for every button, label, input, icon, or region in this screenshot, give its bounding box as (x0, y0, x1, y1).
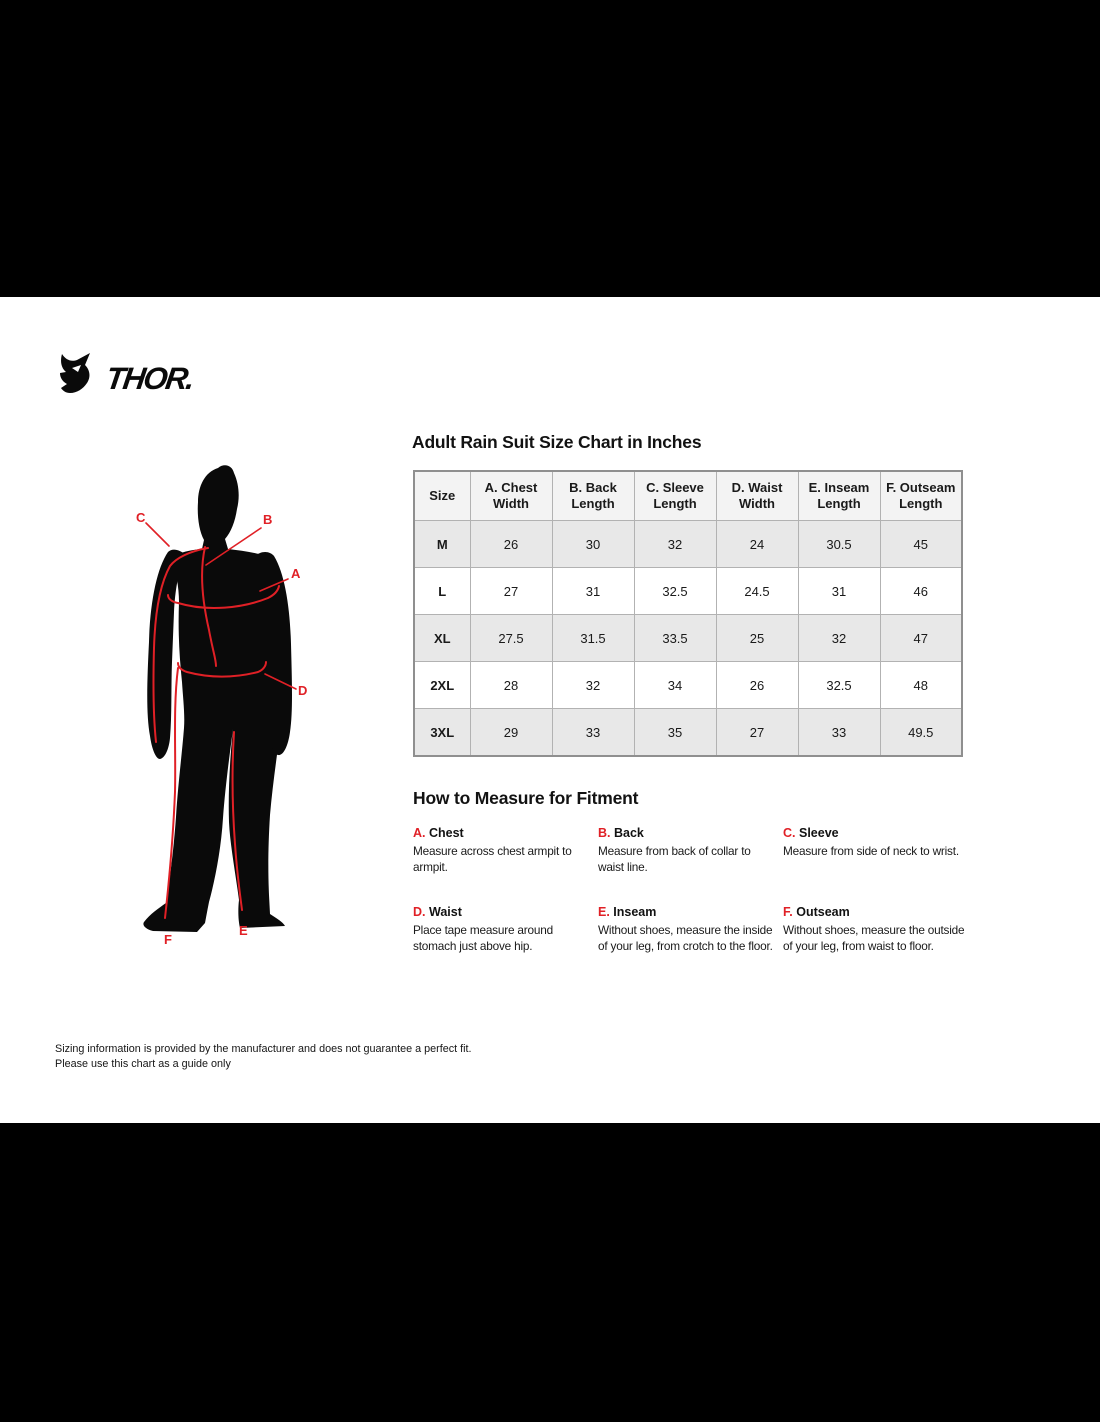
value-cell: 49.5 (880, 709, 962, 757)
size-cell: M (414, 521, 470, 568)
column-header-chest: A. Chest Width (470, 471, 552, 521)
measure-guide-title: How to Measure for Fitment (413, 788, 639, 808)
measure-item-outseam (783, 905, 978, 954)
column-header-outseam: F. Outseam Length (880, 471, 962, 521)
table-row-xl (414, 615, 962, 662)
disclaimer-line1: Sizing information is provided by the manufacturer and does not guarantee a perfect fit. (55, 1043, 472, 1055)
table-row-m (414, 521, 962, 568)
measure-item-description: Without shoes, measure the inside of your leg, from crotch to the floor. (598, 923, 773, 953)
size-cell: 2XL (414, 662, 470, 709)
measure-item-letter: D. (413, 905, 426, 920)
size-cell: L (414, 568, 470, 615)
column-header-waist: D. Waist Width (716, 471, 798, 521)
value-cell: 27 (716, 709, 798, 757)
size-chart-table (413, 470, 963, 757)
value-cell: 31 (552, 568, 634, 615)
measure-item-name: Back (613, 826, 644, 840)
figure-label-f: F (164, 932, 172, 947)
value-cell: 26 (716, 662, 798, 709)
value-cell: 33.5 (634, 615, 716, 662)
column-header-size: Size (414, 471, 470, 521)
measure-item-name: Waist (428, 905, 462, 920)
measure-item-letter: E. (598, 905, 610, 920)
size-cell: 3XL (414, 709, 470, 757)
figure-label-b: B (263, 512, 273, 527)
bottom-black-bar (0, 1123, 1100, 1422)
value-cell: 28 (470, 662, 552, 709)
value-cell: 30.5 (798, 521, 880, 568)
value-cell: 32 (634, 521, 716, 568)
value-cell: 46 (880, 568, 962, 615)
value-cell: 25 (716, 615, 798, 662)
value-cell: 32.5 (798, 662, 880, 709)
thor-goat-icon (60, 353, 90, 393)
measure-item-description: Place tape measure around stomach just above hip. (413, 923, 553, 953)
value-cell: 24.5 (716, 568, 798, 615)
value-cell: 27 (470, 568, 552, 615)
figure-label-e: E (239, 923, 248, 938)
pointer-line-c (146, 523, 169, 546)
measure-item-name: Chest (428, 826, 464, 840)
size-cell: XL (414, 615, 470, 662)
measure-item-back (598, 826, 783, 875)
measure-item-description: Measure from side of neck to wrist. (783, 844, 959, 858)
column-header-sleeve: C. Sleeve Length (634, 471, 716, 521)
value-cell: 27.5 (470, 615, 552, 662)
figure-label-a: A (291, 566, 301, 581)
measure-item-letter: F. (783, 905, 793, 920)
value-cell: 29 (470, 709, 552, 757)
value-cell: 32 (798, 615, 880, 662)
value-cell: 31.5 (552, 615, 634, 662)
figure-diagram (128, 452, 343, 957)
measure-item-description: Measure from back of collar to waist line. (598, 844, 751, 874)
measure-item-name: Inseam (613, 905, 657, 920)
figure-label-c: C (136, 510, 146, 525)
disclaimer (55, 1042, 472, 1072)
value-cell: 24 (716, 521, 798, 568)
table-header-row (414, 471, 962, 521)
column-header-inseam: E. Inseam Length (798, 471, 880, 521)
measure-item-letter: C. (783, 826, 796, 840)
size-chart-title: Adult Rain Suit Size Chart in Inches (412, 432, 702, 452)
measure-item-description: Without shoes, measure the outside of your leg, from waist to floor. (783, 923, 965, 953)
measure-guide-grid (413, 826, 978, 954)
value-cell: 33 (798, 709, 880, 757)
value-cell: 48 (880, 662, 962, 709)
value-cell: 47 (880, 615, 962, 662)
thor-wordmark: THOR. (103, 361, 196, 396)
value-cell: 32 (552, 662, 634, 709)
table-row-l (414, 568, 962, 615)
value-cell: 45 (880, 521, 962, 568)
measure-item-name: Outseam (796, 905, 850, 920)
measure-item-letter: B. (598, 826, 611, 840)
top-black-bar (0, 0, 1100, 297)
value-cell: 34 (634, 662, 716, 709)
value-cell: 26 (470, 521, 552, 568)
disclaimer-line2: Please use this chart as a guide only (55, 1058, 231, 1071)
value-cell: 33 (552, 709, 634, 757)
brand-logo (54, 352, 204, 400)
column-header-back: B. Back Length (552, 471, 634, 521)
measure-item-waist (413, 905, 598, 954)
value-cell: 30 (552, 521, 634, 568)
value-cell: 32.5 (634, 568, 716, 615)
measure-item-name: Sleeve (798, 826, 839, 840)
figure-label-d: D (298, 683, 308, 698)
value-cell: 35 (634, 709, 716, 757)
table-row-2xl (414, 662, 962, 709)
table-row-3xl (414, 709, 962, 757)
measure-item-description: Measure across chest armpit to armpit. (413, 844, 572, 874)
value-cell: 31 (798, 568, 880, 615)
measure-item-sleeve (783, 826, 978, 875)
measure-item-chest (413, 826, 598, 875)
measure-item-letter: A. (413, 826, 426, 840)
measure-item-inseam (598, 905, 783, 954)
measure-guide-section (413, 788, 978, 954)
